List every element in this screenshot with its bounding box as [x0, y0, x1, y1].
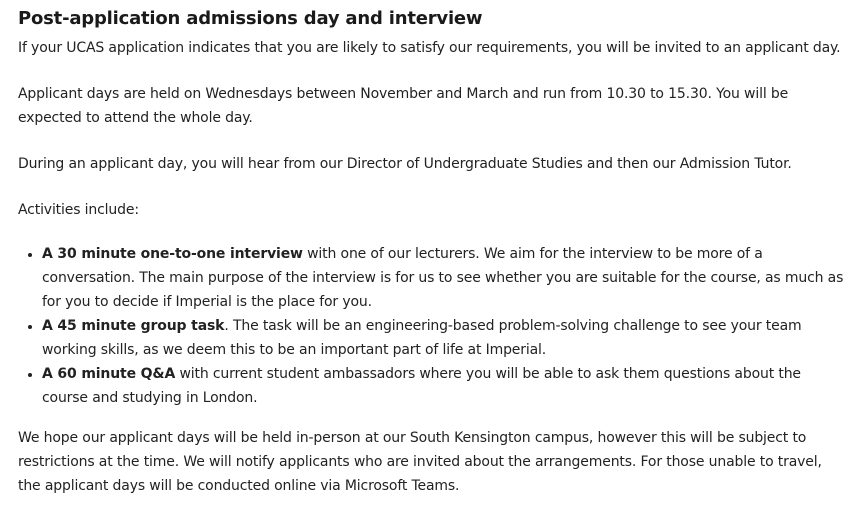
section-heading: Post-application admissions day and interview — [18, 8, 483, 29]
schedule-paragraph: Applicant days are held on Wednesdays between November and March and run from 10.30 to 15.30. You will be expected to attend the whole day. — [18, 86, 789, 126]
activities-intro: Activities include: — [18, 202, 139, 218]
activity-item-group-task — [42, 314, 844, 362]
activity-description: with current student ambassadors where you will be able to ask them questions about the course and studying in London. — [42, 366, 801, 406]
intro-paragraph: If your UCAS application indicates that you are likely to satisfy our requirements, you will be invited to an applicant day. — [18, 40, 841, 56]
speakers-paragraph: During an applicant day, you will hear from our Director of Undergraduate Studies and then our Admission Tutor. — [18, 156, 792, 172]
arrangements-paragraph: We hope our applicant days will be held in-person at our South Kensington campus, however this will be subject to restrictions at the time. We will notify applicants who are invited about the arrangements. For those unable to travel, the applicant days will be conducted online via Microsoft Teams. — [18, 430, 822, 494]
activity-title: A 45 minute group task — [42, 318, 225, 334]
activities-list — [18, 242, 844, 410]
activity-description: with one of our lecturers. We aim for the interview to be more of a conversation. The main purpose of the interview is for us to see whether you are suitable for the course, as much as for you to decide if Imperial is the place for you. — [42, 246, 844, 310]
activity-title: A 30 minute one-to-one interview — [42, 246, 303, 262]
activity-item-qa — [42, 362, 844, 410]
activity-title: A 60 minute Q&A — [42, 366, 176, 382]
activity-description: . The task will be an engineering-based problem-solving challenge to see your team working skills, as we deem this to be an important part of life at Imperial. — [42, 318, 802, 358]
activity-item-interview — [42, 242, 844, 314]
